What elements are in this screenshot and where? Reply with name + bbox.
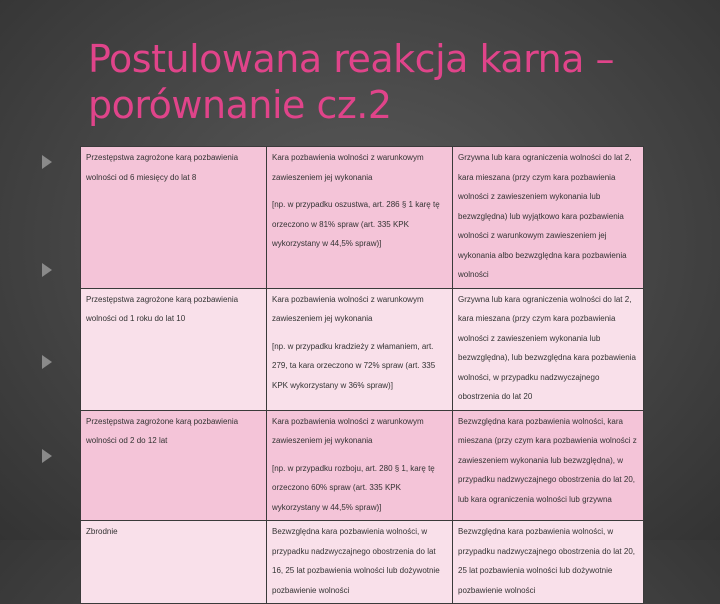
- current-penalty-cell: [267, 288, 453, 410]
- current-penalty-note: [np. w przypadku rozboju, art. 280 § 1, karę tę orzeczono 60% spraw (art. 335 KPK wykorzystany w 44,5% spraw)]: [272, 463, 435, 512]
- offense-category-cell: Przestępstwa zagrożone karą pozbawienia wolności od 1 roku do lat 10: [81, 288, 267, 410]
- table-row: [81, 288, 644, 410]
- table-row: [81, 147, 644, 289]
- current-penalty-text: Kara pozbawienia wolności z warunkowym zawieszeniem jej wykonania: [272, 416, 424, 445]
- bullet-arrow-icon: [42, 355, 52, 369]
- slide-title: Postulowana reakcja karna – porównanie cz.2: [88, 37, 615, 127]
- postulated-penalty-cell: Bezwzględna kara pozbawienia wolności, kara mieszana (przy czym kara pozbawienia wolności z zawieszeniem wykonania lub bezwzględna), w przypadku nadzwyczajnego obostrzenia do lat 20, lub kara ograniczenia wolności lub grzywna: [453, 410, 644, 521]
- current-penalty-cell: [267, 147, 453, 289]
- offense-category-cell: Przestępstwa zagrożone karą pozbawienia wolności od 6 miesięcy do lat 8: [81, 147, 267, 289]
- offense-category-cell: Przestępstwa zagrożone karą pozbawienia wolności od 2 do 12 lat: [81, 410, 267, 521]
- offense-category-cell: Zbrodnie: [81, 521, 267, 604]
- postulated-penalty-cell: Grzywna lub kara ograniczenia wolności do lat 2, kara mieszana (przy czym kara pozbawienia wolności z zawieszeniem wykonania lub bezwzględna), lub bezwzględna kara pozbawienia wolności, w przypadku nadzwyczajnego obostrzenia do lat 20: [453, 288, 644, 410]
- postulated-penalty-cell: Bezwzględna kara pozbawienia wolności, w przypadku nadzwyczajnego obostrzenia do lat 20, 25 lat pozbawienia wolności lub dożywotnie pozbawienie wolności: [453, 521, 644, 604]
- current-penalty-note: [np. w przypadku kradzieży z włamaniem, art. 279, ta kara orzeczono w 72% spraw (art. 335 KPK wykorzystany w 36% spraw)]: [272, 341, 436, 390]
- current-penalty-text: Bezwzględna kara pozbawienia wolności, w przypadku nadzwyczajnego obostrzenia do lat 16, 25 lat pozbawienia wolności lub dożywotnie pozbawienie wolności: [272, 527, 440, 595]
- current-penalty-note: [np. w przypadku oszustwa, art. 286 § 1 karę tę orzeczono w 81% spraw (art. 335 KPK wykorzystany w 44,5% spraw)]: [272, 200, 440, 248]
- current-penalty-cell: [267, 410, 453, 521]
- table-row: [81, 410, 644, 521]
- comparison-table: [80, 146, 644, 604]
- bullet-arrow-icon: [42, 263, 52, 277]
- bullet-arrow-icon: [42, 155, 52, 169]
- table-row: [81, 521, 644, 604]
- postulated-penalty-cell: Grzywna lub kara ograniczenia wolności do lat 2, kara mieszana (przy czym kara pozbawienia wolności z zawieszeniem wykonania lub bezwzględna) lub wyjątkowo kara pozbawienia wolności z warunkowym zawieszeniem jej wykonania albo bezwzględna kara pozbawienia wolności: [453, 147, 644, 289]
- current-penalty-text: Kara pozbawienia wolności z warunkowym zawieszeniem jej wykonania: [272, 294, 424, 323]
- current-penalty-cell: [267, 521, 453, 604]
- bullet-arrow-icon: [42, 449, 52, 463]
- current-penalty-text: Kara pozbawienia wolności z warunkowym zawieszeniem jej wykonania: [272, 153, 424, 182]
